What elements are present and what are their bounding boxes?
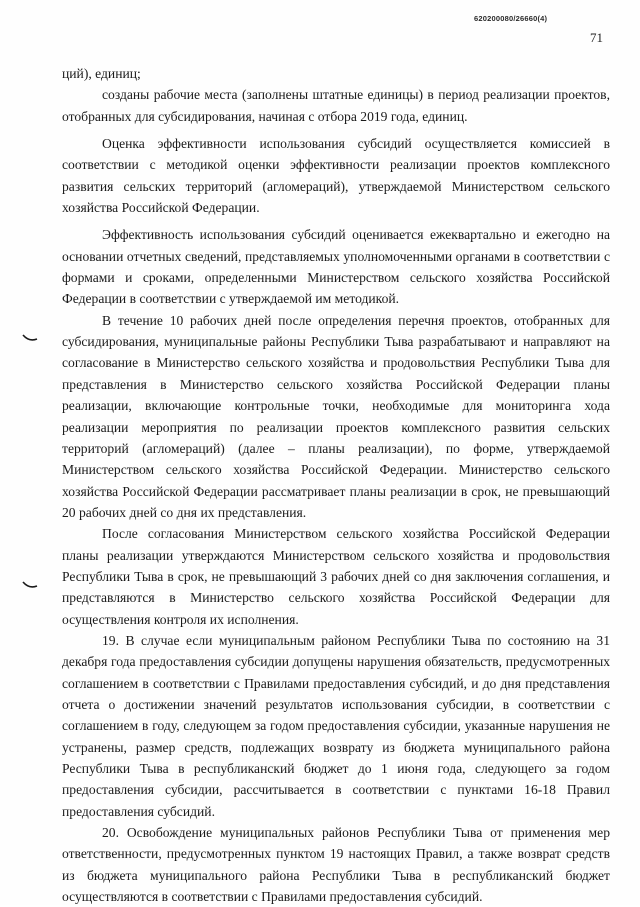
paragraph: 20. Освобождение муниципальных районов Республики Тыва от применения мер ответственности, предусмотренных пунктом 19 настоящих Правил, а также возврат средств из бюджета муниципального района Республики Тыва в республиканский бюджет осуществляются в соответствии с Правилами предоставления субсидий. — [62, 825, 610, 905]
paragraph: Оценка эффективности использования субсидий осуществляется комиссией в соответствии с методикой оценки эффективности реализации проектов комплексного развития сельских территорий (агломераций), утверждаемой Министерством сельского хозяйства Российской Федерации. — [62, 136, 610, 216]
paragraph: 19. В случае если муниципальным районом Республики Тыва по состоянию на 31 декабря года предоставления субсидии допущены нарушения обязательств, предусмотренных соглашением в соответствии с Правилами предоставления субсидий, и до дня представления отчета о достижении значений результатов использования субсидии, в соответствии с соглашением в году, следующем за годом предоставления субсидии, указанные нарушения не устранены, размер средств, подлежащих возврату из бюджета муниципального района Республики Тыва в республиканский бюджет до 1 июня года, следующего за годом предоставления субсидии, рассчитывается в соответствии с пунктами 16-18 Правил предоставления субсидий. — [62, 632, 610, 819]
paragraph: После согласования Министерством сельского хозяйства Российской Федерации планы реализации утверждаются Министерством сельского хозяйства и продовольствия Республики Тыва в срок, не превышающий 3 рабочих дней со дня заключения соглашения, и представляются в Министерство сельского хозяйства Российской Федерации для осуществления контроля их исполнения. — [62, 526, 610, 627]
page-number: 71 — [590, 30, 603, 45]
document-code: 620200080/26660(4) — [474, 14, 548, 23]
paragraph: ций), единиц; — [62, 66, 141, 81]
paragraph: Эффективность использования субсидий оценивается ежеквартально и ежегодно на основании отчетных сведений, представляемых уполномоченными органами в соответствии с формами и сроками, определенными Министерством сельского хозяйства Российской Федерации в соответствии с утверждаемой им методикой. — [62, 227, 610, 307]
paragraph: В течение 10 рабочих дней после определения перечня проектов, отобранных для субсидирования, муниципальные районы Республики Тыва разрабатывают и направляют на согласование в Министерство сельского хозяйства и продовольствия Республики Тыва для представления в Министерство сельского хозяйства Российской Федерации планы реализации, включающие контрольные точки, необходимые для мониторинга хода реализации мероприятия по реализации проектов комплексного развития сельских территорий (агломераций) (далее – планы реализации), по форме, утверждаемой Министерством сельского хозяйства Российской Федерации. Министерство сельского хозяйства Российской Федерации рассматривает планы реализации в срок, не превышающий 20 рабочих дней со дня их представления. — [62, 312, 610, 520]
margin-hole-mark-icon — [22, 334, 38, 342]
document-body — [62, 63, 610, 907]
margin-hole-mark-icon — [22, 581, 38, 589]
paragraph: созданы рабочие места (заполнены штатные единицы) в период реализации проектов, отобранных для субсидирования, начиная с отбора 2019 года, единиц. — [62, 87, 610, 124]
